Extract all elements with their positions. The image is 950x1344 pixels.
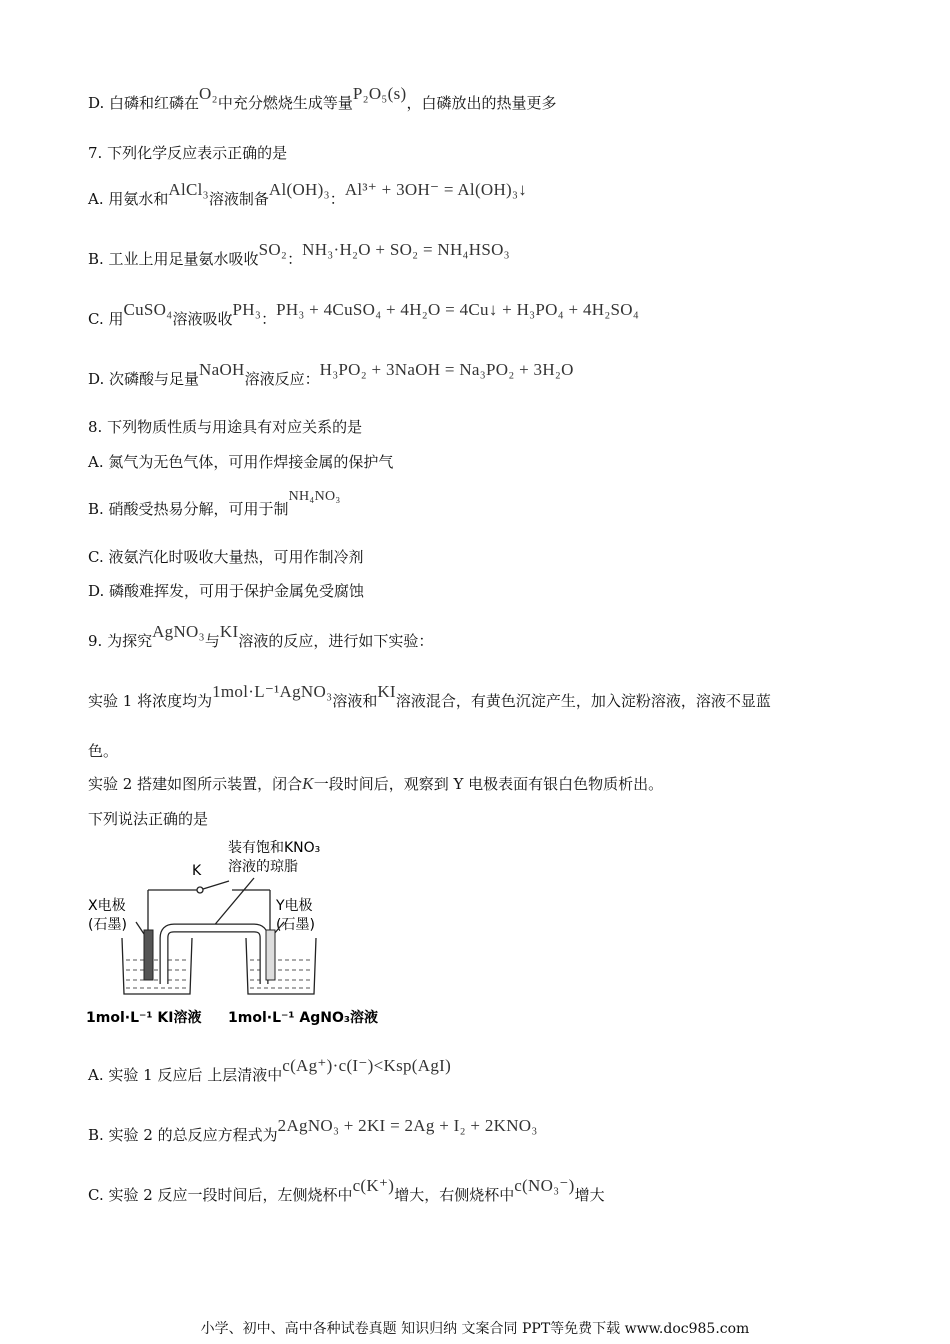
q9-option-c: C. 实验 2 反应一段时间后，左侧烧杯中c(K⁺)增大，右侧烧杯中c(NO₃⁻)增大 bbox=[88, 1176, 605, 1204]
salt-bridge-inner bbox=[164, 928, 264, 984]
q9-experiment-2: 实验 2 搭建如图所示装置，闭合K一段时间后，观察到 Y 电极表面有银白色物质析出。 bbox=[88, 774, 664, 793]
formula: NH₄NO₃ bbox=[288, 489, 341, 504]
switch-label: K bbox=[192, 863, 202, 879]
formula: P₂O₅(s) bbox=[352, 84, 407, 103]
switch-lever bbox=[203, 881, 229, 889]
x-electrode-label: X电极 bbox=[88, 898, 126, 914]
equation: PH₃ + 4CuSO₄ + 4H₂O = 4Cu↓ + H₃PO₄ + 4H₂SO₄ bbox=[276, 300, 640, 319]
q8-option-c: C. 液氨汽化时吸收大量热，可用作制冷剂 bbox=[88, 548, 364, 566]
formula: Al(OH)₃ bbox=[268, 180, 330, 199]
formula: c(NO₃⁻) bbox=[514, 1176, 575, 1195]
q7-stem: 7. 下列化学反应表示正确的是 bbox=[88, 144, 288, 162]
bridge-label-2: 溶液的琼脂 bbox=[228, 859, 298, 875]
y-electrode bbox=[266, 930, 275, 980]
right-solution-label: 1mol·L⁻¹ AgNO₃溶液 bbox=[228, 1010, 378, 1026]
formula: PH₃ bbox=[232, 300, 262, 319]
formula: NaOH bbox=[199, 360, 245, 379]
q7-option-a: A. 用氨水和AlCl₃溶液制备Al(OH)₃：Al³⁺ + 3OH⁻ = Al(OH)₃↓ bbox=[88, 180, 528, 208]
formula: CuSO₄ bbox=[123, 300, 173, 319]
equation: Al³⁺ + 3OH⁻ = Al(OH)₃↓ bbox=[344, 180, 528, 199]
formula: O₂ bbox=[199, 84, 218, 103]
q7-option-c: C. 用CuSO₄溶液吸收PH₃：PH₃ + 4CuSO₄ + 4H₂O = 4Cu↓ + H₃PO₄ + 4H₂SO₄ bbox=[88, 300, 640, 328]
q9-stem: 9. 为探究AgNO₃与KI溶液的反应，进行如下实验： bbox=[88, 622, 434, 650]
electrochem-diagram bbox=[84, 834, 384, 1034]
page-footer: 小学、初中、高中各种试卷真题 知识归纳 文案合同 PPT等免费下载 www.doc985.com bbox=[200, 1321, 750, 1337]
x-pointer bbox=[136, 922, 144, 934]
formula: AlCl₃ bbox=[168, 180, 209, 199]
q9-ask: 下列说法正确的是 bbox=[88, 810, 209, 828]
y-electrode-material: (石墨) bbox=[276, 917, 315, 933]
q9-experiment-1: 实验 1 将浓度均为1mol·L⁻¹AgNO₃溶液和KI溶液混合，有黄色沉淀产生，加入淀粉溶液，溶液不显蓝 bbox=[88, 682, 771, 710]
equation: 2AgNO₃ + 2KI = 2Ag + I₂ + 2KNO₃ bbox=[277, 1116, 538, 1135]
q8-option-a: A. 氮气为无色气体，可用作焊接金属的保护气 bbox=[88, 453, 394, 471]
q8-option-b: B. 硝酸受热易分解，可用于制NH₄NO₃ bbox=[88, 489, 341, 518]
equation: NH₃·H₂O + SO₂ = NH₄HSO₃ bbox=[302, 240, 510, 259]
formula: K bbox=[302, 774, 314, 793]
equation: H₃PO₂ + 3NaOH = Na₃PO₂ + 3H₂O bbox=[319, 360, 574, 379]
right-beaker bbox=[246, 938, 316, 994]
q7-option-b: B. 工业上用足量氨水吸收SO₂：NH₃·H₂O + SO₂ = NH₄HSO₃ bbox=[88, 240, 510, 268]
bridge-pointer bbox=[212, 878, 254, 928]
y-electrode-label: Y电极 bbox=[276, 898, 313, 914]
equation: c(Ag⁺)·c(I⁻)<Ksp(AgI) bbox=[282, 1056, 452, 1075]
switch-contact-icon bbox=[197, 887, 203, 893]
q6-option-d: D. 白磷和红磷在O₂中充分燃烧生成等量P₂O₅(s)，白磷放出的热量更多 bbox=[88, 84, 557, 112]
bridge-label-1: 装有饱和KNO₃ bbox=[228, 840, 321, 856]
formula: KI bbox=[377, 682, 396, 701]
q8-stem: 8. 下列物质性质与用途具有对应关系的是 bbox=[88, 418, 363, 436]
x-electrode bbox=[144, 930, 153, 980]
left-beaker bbox=[122, 938, 192, 994]
q9-option-a: A. 实验 1 反应后 上层清液中c(Ag⁺)·c(I⁻)<Ksp(AgI) bbox=[88, 1056, 452, 1084]
q7-option-d: D. 次磷酸与足量NaOH溶液反应：H₃PO₂ + 3NaOH = Na₃PO₂ + 3H₂O bbox=[88, 360, 574, 388]
q8-option-d: D. 磷酸难挥发，可用于保护金属免受腐蚀 bbox=[88, 582, 365, 600]
left-solution-label: 1mol·L⁻¹ KI溶液 bbox=[86, 1010, 202, 1026]
formula: SO₂ bbox=[258, 240, 288, 259]
formula: AgNO₃ bbox=[152, 622, 205, 641]
q9-experiment-1-cont: 色。 bbox=[88, 742, 119, 760]
formula: KI bbox=[219, 622, 239, 641]
formula: 1mol·L⁻¹AgNO₃ bbox=[212, 682, 333, 701]
salt-bridge-outer bbox=[164, 928, 264, 984]
formula: c(K⁺) bbox=[352, 1176, 395, 1195]
x-electrode-material: (石墨) bbox=[88, 917, 127, 933]
q9-option-b: B. 实验 2 的总反应方程式为2AgNO₃ + 2KI = 2Ag + I₂ + 2KNO₃ bbox=[88, 1116, 538, 1144]
